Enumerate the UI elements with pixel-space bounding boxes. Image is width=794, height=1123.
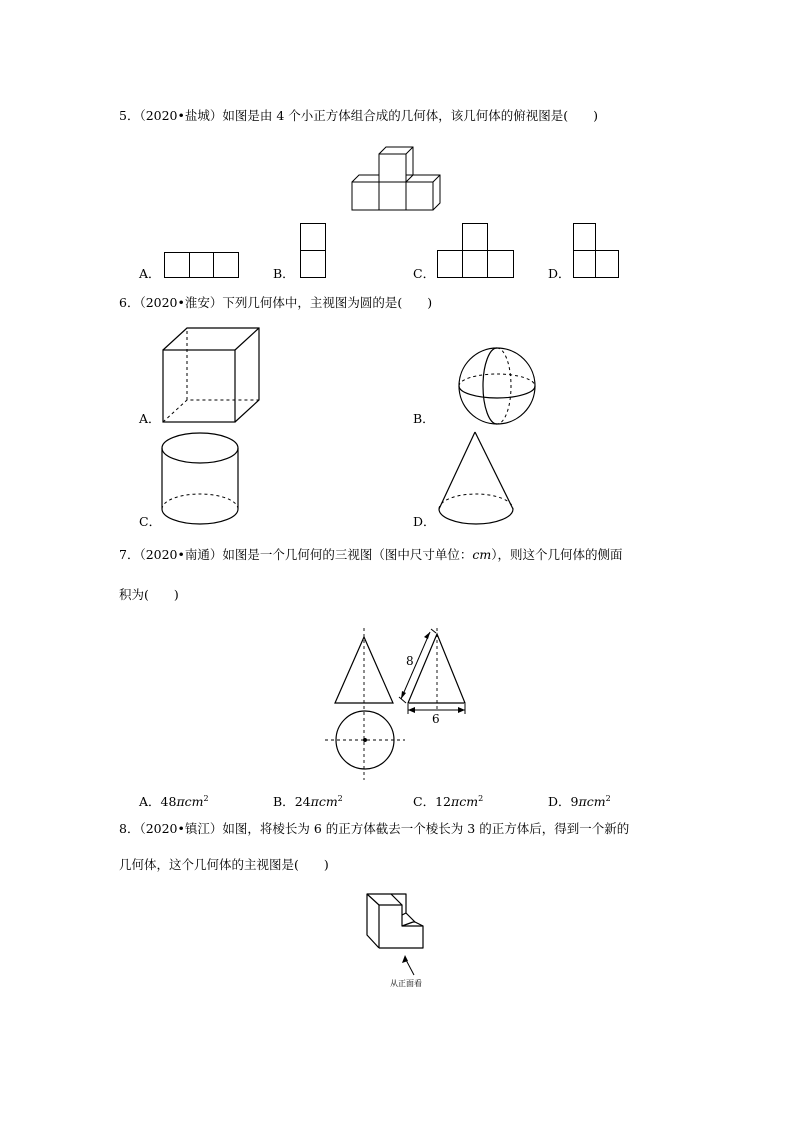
q8-text-line1: 如图，将棱长为 6 的正方体截去一个棱长为 3 的正方体后，得到一个新的 [222,821,630,836]
q6-option-d[interactable]: D． [413,514,436,529]
q5-option-a-figure [164,252,240,279]
q6-option-c[interactable]: C． [139,514,162,529]
q7-source: （2020•南通） [139,547,223,562]
q6-option-a-cube-figure [160,325,262,425]
q5-option-d[interactable]: D． [548,266,571,281]
q8-cut-cube-figure [360,885,432,991]
q5-number: 5． [119,108,140,123]
q6-option-a[interactable]: A． [139,411,161,426]
q7-number: 7． [119,547,140,562]
q7-stem-line1 [119,547,623,563]
q5-option-c[interactable]: C． [413,266,436,281]
q6-option-b[interactable]: B． [413,411,435,426]
q6-option-d-cone-figure [436,430,518,528]
q8-stem-line1 [119,821,629,837]
q7-option-d[interactable]: D．9πcm$^2$ [548,794,611,810]
q6-option-b-sphere-figure [456,346,540,428]
q5-option-c-figure [437,223,515,279]
q6-option-c-cylinder-figure [160,430,242,528]
q6-number: 6． [119,295,140,310]
q8-stem-line2: 几何体，这个几何体的主视图是( ) [119,857,329,872]
q7-text-pre: 如图是一个几何何的三视图（图中尺寸单位： [222,547,473,562]
q6-text: 下列几何体中，主视图为圆的是( ) [222,295,433,310]
q5-option-d-figure [573,223,621,279]
q5-text: 如图是由 4 个小正方体组合成的几何体，该几何体的俯视图是( ) [222,108,599,123]
q5-option-b-figure [300,223,327,279]
q5-option-a[interactable]: A． [139,266,161,281]
q7-option-b[interactable]: B．24πcm$^2$ [273,794,343,810]
q5-source: （2020•盐城） [139,108,223,123]
q5-solid-figure [345,140,455,215]
q7-stem-line2: 积为( ) [119,587,179,602]
q8-source: （2020•镇江） [139,821,223,836]
q7-unit: cm [472,547,492,562]
q5-option-b[interactable]: B． [273,266,295,281]
q7-text-post: ），则这个几何体的侧面 [491,547,623,562]
q5-stem [119,108,598,124]
q6-source: （2020•淮安） [139,295,223,310]
q7-option-c[interactable]: C．12πcm$^2$ [413,794,484,810]
q8-number: 8． [119,821,140,836]
q7-dim-base: 6 [432,712,440,726]
q7-dim-slant: 8 [406,654,414,668]
q8-figure-caption: 从正面看 [390,979,422,988]
q7-three-view-figure [320,620,480,782]
q7-option-a[interactable]: A．48πcm$^2$ [139,794,209,810]
q6-stem [119,295,432,311]
